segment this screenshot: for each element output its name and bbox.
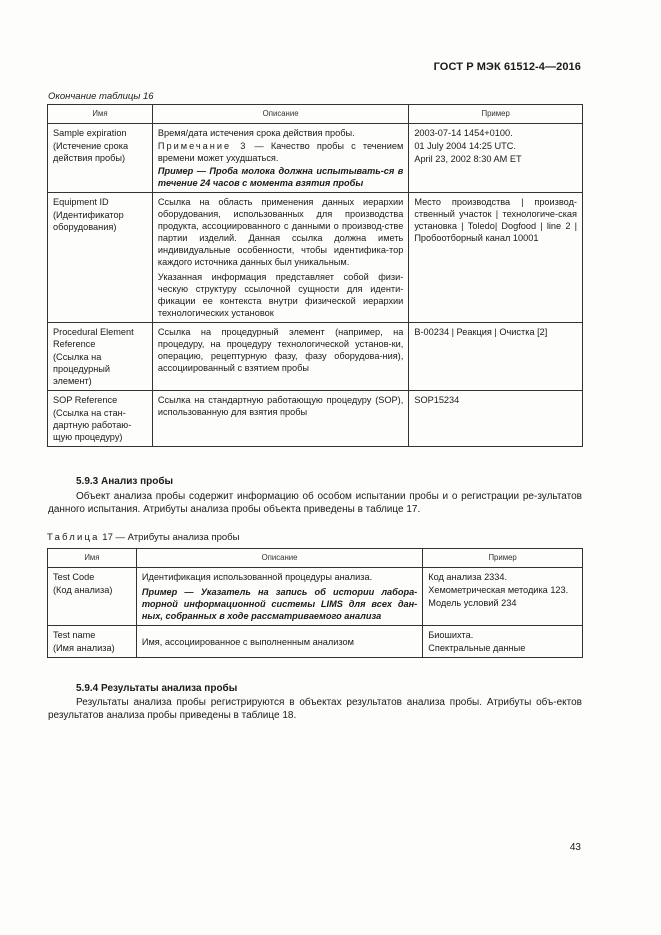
attribute-name-translation: (Идентификатор оборудования) [53,210,124,232]
description-text: Имя, ассоциированное с выполненным анализом [141,636,354,647]
name-cell [48,193,153,323]
example-text: Пример — Проба молока должна испытывать-ся в течение 24 часов с момента взятия пробы [157,166,404,188]
column-header-description: Описание [152,105,408,124]
description-text: Идентификация использованной процедуры анализа. [141,572,373,582]
table-header-row [48,105,583,124]
description-cell [136,626,422,658]
table-row [48,568,583,626]
attribute-name: Procedural Element Reference [53,327,134,349]
example-value: Место производства | производ-ственный участок | технологиче-ская установка | Toledo| Dogfood | line 2 | Пробоотборный канал 10001 [414,197,577,243]
attribute-name-translation: (Код анализа) [53,585,113,595]
example-cell [409,391,583,447]
example-text: Пример — Указатель на запись об истории лабора-торной информационной системы LIMS для всех дан-ных, собранных в ходе рассматриваемого анализа [141,587,418,621]
table-17 [47,548,583,658]
example-value: Спектральные данные [428,643,526,653]
note [158,140,403,164]
example-value: Модель условий 234 [428,598,517,608]
example-value: Биошихта. [428,630,474,640]
column-header-name: Имя [48,105,153,124]
attribute-name-translation: (Ссылка на стан-дартную работаю-щую процедуру) [53,408,132,442]
example-value: Код анализа 2334. [428,572,508,582]
example-cell [409,124,583,193]
table16-caption: Окончание таблицы 16 [48,91,154,102]
column-header-description: Описание [136,549,422,568]
name-cell [48,568,137,626]
table-row [48,391,583,447]
note-text: — Качество пробы с течением времени может ухудшаться. [157,141,404,163]
column-header-example: Пример [423,549,583,568]
example-cell [423,568,583,626]
page-number: 43 [569,842,581,853]
attribute-name: Test Code [53,572,95,582]
example-value: SOP15234 [414,395,460,405]
example-value: Хемометрическая методика 123. [428,585,569,595]
description-text: Ссылка на процедурный элемент (например, на процедуру, на процедуру технологической установ-ки, операцию, рецептурную фазу, фазу оборудова-ния), ассоциированный с взятием пробы [157,327,404,373]
section-heading-5-9-3: 5.9.3 Анализ пробы [76,476,174,487]
table17-caption [47,532,239,543]
example-value: B-00234 | Реакция | Очистка [2] [414,327,548,337]
column-header-name: Имя [48,549,137,568]
section-heading-5-9-4: 5.9.4 Результаты анализа пробы [76,683,238,694]
attribute-name-translation: (Имя анализа) [53,643,115,653]
description-text: Указанная информация представляет собой физи-ческую структуру ссылочной сущности для иденти-фикации ее контекста внутри физической иерархии технологических установок [157,272,404,318]
section-text-5-9-3: Объект анализа пробы содержит информацию об особом испытании пробы и о регистрации ре-зультатов данного испытания. Атрибуты анализа пробы объекта приведены в таблице 17. [48,491,582,515]
name-cell [48,124,153,193]
table17-caption-text: 17 — Атрибуты анализа пробы [99,532,240,543]
attribute-name: Equipment ID [53,197,109,207]
attribute-name-translation: (Ссылка на процедурный элемент) [53,352,111,386]
table17-caption-label: Таблица [47,532,100,543]
attribute-name-translation: (Истечение срока действия пробы) [53,141,129,163]
attribute-name: Test name [53,630,96,640]
document-header: ГОСТ Р МЭК 61512-4—2016 [433,61,581,73]
description-text: Ссылка на область применения данных иерархии оборудования, использованных для производства продукта, ассоциированного с данными о производ-стве партии изделий. Данная ссылка должна иметь индивидуальные особенности, чтобы идентифика-тор каждого источника данных был уникальным. [157,197,404,267]
table-row [48,124,583,193]
example-cell [409,323,583,391]
name-cell [48,391,153,447]
table-header-row [48,549,583,568]
description-cell [152,193,408,323]
description-cell [136,568,422,626]
name-cell [48,323,153,391]
example-value: April 23, 2002 8:30 AM ET [414,154,522,164]
description-cell [152,323,408,391]
table-row [48,193,583,323]
attribute-name: Sample expiration [53,128,127,138]
example-cell [409,193,583,323]
name-cell [48,626,137,658]
description-text: Ссылка на стандартную работающую процедуру (SOP), использованную для взятия пробы [157,395,404,417]
attribute-name: SOP Reference [53,395,118,405]
description-text: Время/дата истечения срока действия пробы. [157,128,355,138]
example-value: 2003-07-14 1454+0100. [414,128,513,138]
description-cell [152,124,408,193]
note-label: Примечание 3 [157,141,248,151]
table-row [48,323,583,391]
table-16 [47,104,583,447]
table-row [48,626,583,658]
column-header-example: Пример [409,105,583,124]
example-cell [423,626,583,658]
example-value: 01 July 2004 14:25 UTC. [414,141,516,151]
section-text-5-9-4: Результаты анализа пробы регистрируются в объектах результатов анализа пробы. Атрибуты объ-ектов результатов анализа пробы приведены в таблице 18. [48,697,582,721]
description-cell [152,391,408,447]
